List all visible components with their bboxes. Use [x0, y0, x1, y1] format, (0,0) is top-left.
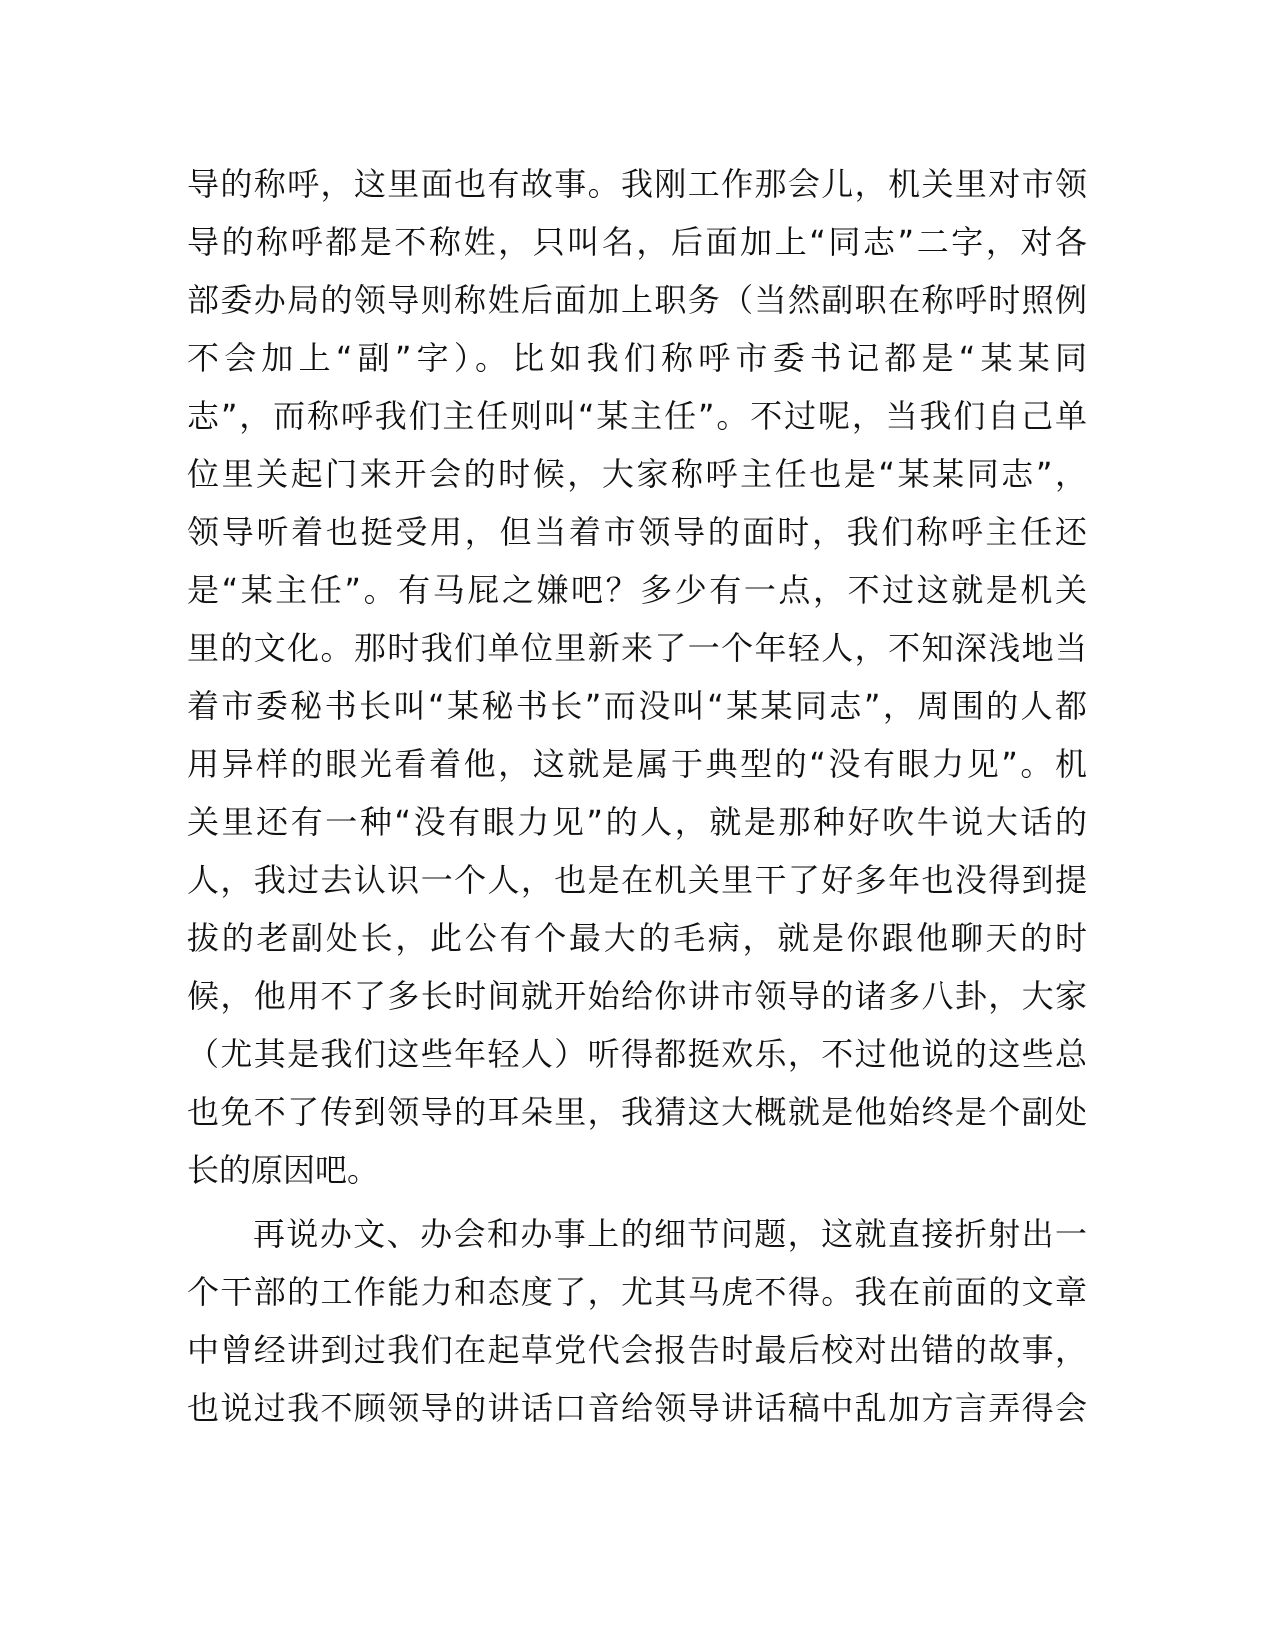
text-line: 关里还有一种“没有眼力见”的人，就是那种好吹牛说大话的 [187, 803, 1087, 841]
text-line: 用异样的眼光看着他，这就是属于典型的“没有眼力见”。机 [187, 745, 1087, 783]
text-line: 长的原因吧。 [187, 1151, 380, 1189]
text-line: 也说过我不顾领导的讲话口音给领导讲话稿中乱加方言弄得会 [187, 1389, 1087, 1427]
text-line: 是“某主任”。有马屁之嫌吧？多少有一点，不过这就是机关 [187, 571, 1087, 609]
text-line: 候，他用不了多长时间就开始给你讲市领导的诸多八卦，大家 [187, 977, 1087, 1015]
text-line: 位里关起门来开会的时候，大家称呼主任也是“某某同志”， [187, 455, 1087, 493]
text-line: 导的称呼都是不称姓，只叫名，后面加上“同志”二字，对各 [187, 223, 1087, 261]
text-line: （尤其是我们这些年轻人）听得都挺欢乐，不过他说的这些总 [187, 1035, 1087, 1073]
text-line: 再说办文、办会和办事上的细节问题，这就直接折射出一 [253, 1215, 1087, 1253]
text-line: 拔的老副处长，此公有个最大的毛病，就是你跟他聊天的时 [187, 919, 1087, 957]
text-line: 着市委秘书长叫“某秘书长”而没叫“某某同志”，周围的人都 [187, 687, 1087, 725]
text-line: 部委办局的领导则称姓后面加上职务（当然副职在称呼时照例 [187, 281, 1087, 319]
text-line: 领导听着也挺受用，但当着市领导的面时，我们称呼主任还 [187, 513, 1087, 551]
paragraph-1 [187, 155, 1087, 1199]
text-line: 中曾经讲到过我们在起草党代会报告时最后校对出错的故事， [187, 1331, 1087, 1369]
text-line: 志”，而称呼我们主任则叫“某主任”。不过呢，当我们自己单 [187, 397, 1087, 435]
text-line: 人，我过去认识一个人，也是在机关里干了好多年也没得到提 [187, 861, 1087, 899]
text-line: 里的文化。那时我们单位里新来了一个年轻人，不知深浅地当 [187, 629, 1087, 667]
text-line: 不会加上“副”字）。比如我们称呼市委书记都是“某某同 [187, 339, 1087, 377]
paragraph-2 [187, 1205, 1087, 1437]
text-line: 也免不了传到领导的耳朵里，我猜这大概就是他始终是个副处 [187, 1093, 1087, 1131]
text-line: 个干部的工作能力和态度了，尤其马虎不得。我在前面的文章 [187, 1273, 1087, 1311]
text-line: 导的称呼，这里面也有故事。我刚工作那会儿，机关里对市领 [187, 165, 1087, 203]
body-text [187, 155, 1087, 1437]
